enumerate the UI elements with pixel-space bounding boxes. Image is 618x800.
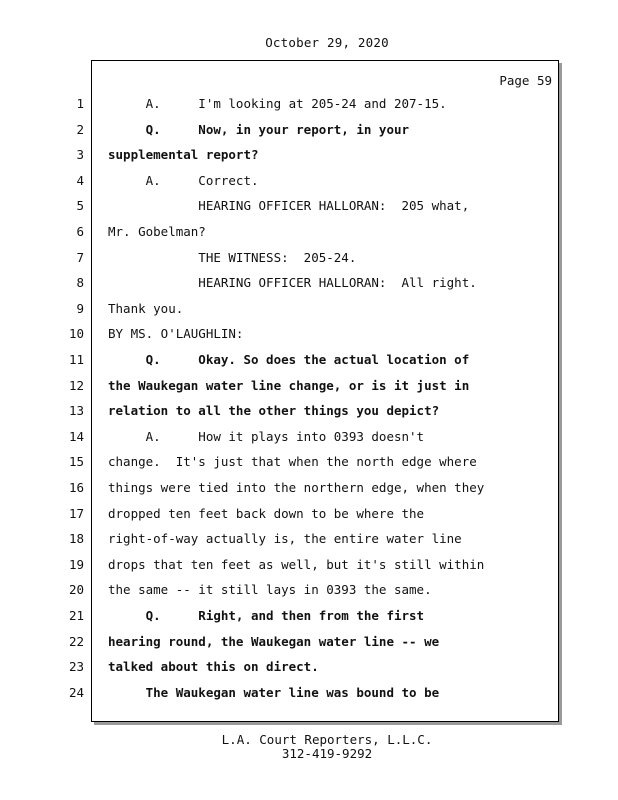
line-text: HEARING OFFICER HALLORAN: 205 what,	[108, 198, 470, 213]
line-number: 1	[76, 96, 84, 111]
line-text: talked about this on direct.	[108, 659, 319, 674]
line-text: supplemental report?	[108, 147, 259, 162]
line-text: The Waukegan water line was bound to be	[108, 685, 440, 700]
line-number: 13	[68, 403, 84, 418]
line-number: 22	[68, 634, 84, 649]
line-number: 7	[76, 250, 84, 265]
line-text: the same -- it still lays in 0393 the same.	[108, 582, 432, 597]
footer	[0, 733, 618, 761]
line-number: 16	[68, 480, 84, 495]
line-text: drops that ten feet as well, but it's still within	[108, 557, 485, 572]
line-text: BY MS. O'LAUGHLIN:	[108, 326, 244, 341]
line-number: 10	[68, 326, 84, 341]
footer-company: L.A. Court Reporters, L.L.C.	[221, 732, 433, 747]
line-number: 12	[68, 378, 84, 393]
line-text: relation to all the other things you depict?	[108, 403, 440, 418]
line-number: 20	[68, 582, 84, 597]
page-number: Page 59	[499, 73, 552, 88]
line-number: 3	[76, 147, 84, 162]
footer-phone: 312-419-9292	[281, 746, 373, 761]
line-text: A. Correct.	[108, 173, 259, 188]
line-number: 2	[76, 122, 84, 137]
line-number: 14	[68, 429, 84, 444]
line-number: 21	[68, 608, 84, 623]
line-number: 18	[68, 531, 84, 546]
line-text: things were tied into the northern edge, when they	[108, 480, 485, 495]
line-text: Mr. Gobelman?	[108, 224, 206, 239]
line-number: 8	[76, 275, 84, 290]
line-text: right-of-way actually is, the entire water line	[108, 531, 462, 546]
line-text: THE WITNESS: 205-24.	[108, 250, 357, 265]
line-number: 19	[68, 557, 84, 572]
line-number: 5	[76, 198, 84, 213]
line-text: A. How it plays into 0393 doesn't	[108, 429, 425, 444]
line-text: HEARING OFFICER HALLORAN: All right.	[108, 275, 477, 290]
line-text: the Waukegan water line change, or is it just in	[108, 378, 470, 393]
line-number: 4	[76, 173, 84, 188]
line-text: A. I'm looking at 205-24 and 207-15.	[108, 96, 447, 111]
line-number: 24	[68, 685, 84, 700]
header-date: October 29, 2020	[265, 35, 389, 50]
line-text: hearing round, the Waukegan water line -- we	[108, 634, 440, 649]
line-number: 23	[68, 659, 84, 674]
line-number: 15	[68, 454, 84, 469]
line-text: dropped ten feet back down to be where the	[108, 506, 425, 521]
line-text: Thank you.	[108, 301, 184, 316]
line-text: Q. Okay. So does the actual location of	[108, 352, 470, 367]
line-text: Q. Now, in your report, in your	[108, 122, 410, 137]
line-number: 9	[76, 301, 84, 316]
line-number: 17	[68, 506, 84, 521]
line-text: Q. Right, and then from the first	[108, 608, 425, 623]
line-number: 6	[76, 224, 84, 239]
line-text: change. It's just that when the north edge where	[108, 454, 477, 469]
line-number: 11	[68, 352, 84, 367]
